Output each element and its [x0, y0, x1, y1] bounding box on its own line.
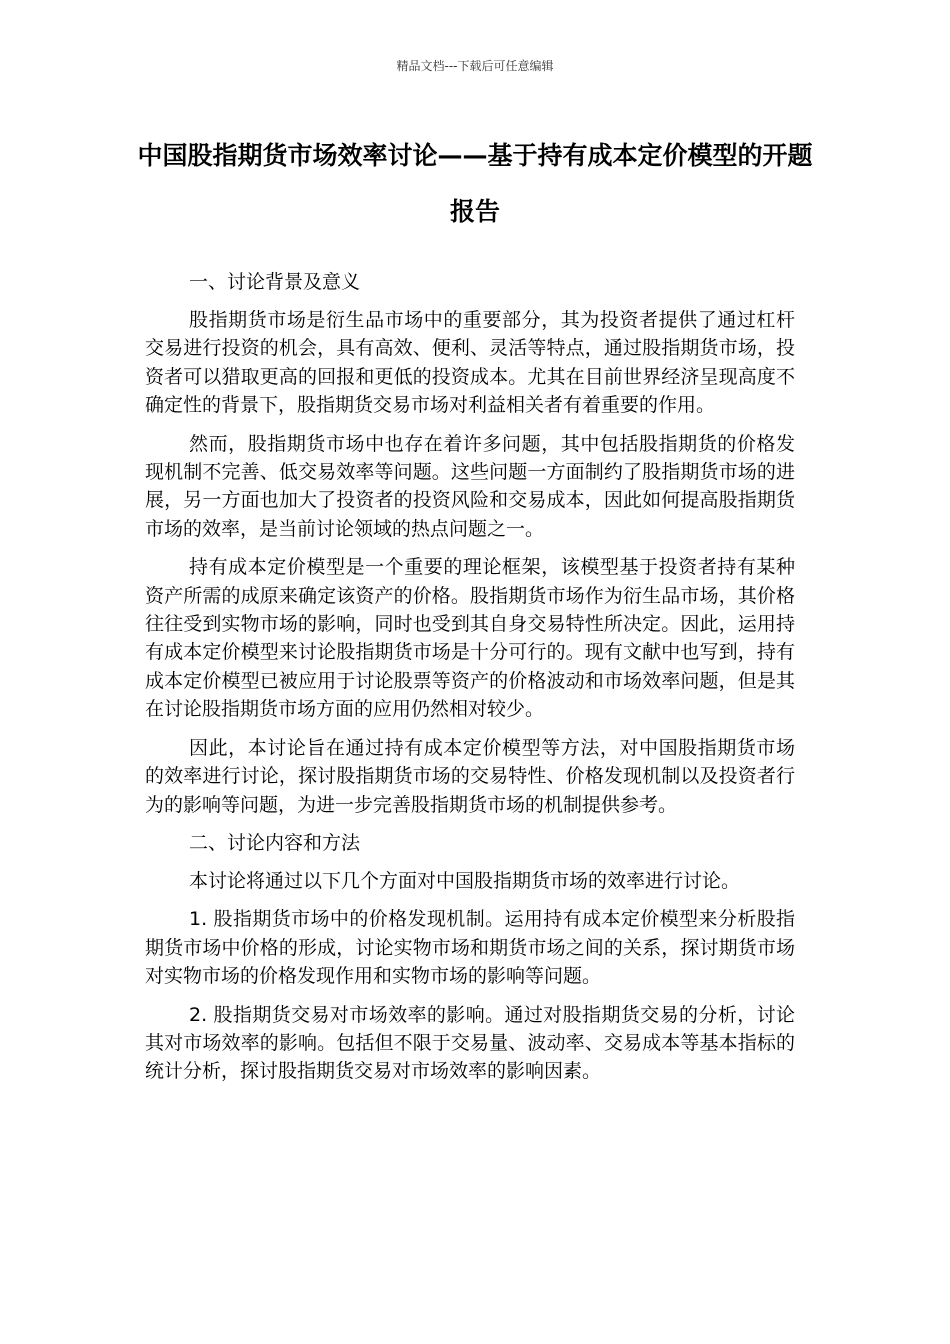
paragraph-research-purpose: 因此，本讨论旨在通过持有成本定价模型等方法，对中国股指期货市场的效率进行讨论，探讨股指期货市场的交易特性、价格发现机制以及投资者行为的影响等问题，为进一步完善股指期货市场的机制提供参考。	[145, 736, 795, 816]
section-heading-content-methods: 二、讨论内容和方法	[189, 831, 361, 854]
paragraph-market-problems: 然而，股指期货市场中也存在着许多问题，其中包括股指期货的价格发现机制不完善、低交易效率等问题。这些问题一方面制约了股指期货市场的进展，另一方面也加大了投资者的投资风险和交易成本，因此如何提高股指期货市场的效率，是当前讨论领域的热点问题之一。	[145, 432, 795, 540]
paragraph-market-overview: 股指期货市场是衍生品市场中的重要部分，其为投资者提供了通过杠杆交易进行投资的机会，具有高效、便利、灵活等特点，通过股指期货市场，投资者可以猎取更高的回报和更低的投资成本。尤其在目前世界经济呈现高度不确定性的背景下，股指期货交易市场对利益相关者有着重要的作用。	[145, 309, 795, 417]
document-body	[145, 268, 795, 1096]
paragraph-cost-of-carry-model: 持有成本定价模型是一个重要的理论框架，该模型基于投资者持有某种资产所需的成原来确定该资产的价格。股指期货市场作为衍生品市场，其价格往往受到实物市场的影响，同时也受到其自身交易特性所决定。因此，运用持有成本定价模型来讨论股指期货市场是十分可行的。现有文献中也写到，持有成本定价模型已被应用于讨论股票等资产的价格波动和市场效率问题，但是其在讨论股指期货市场方面的应用仍然相对较少。	[145, 556, 795, 721]
paragraph-research-intro: 本讨论将通过以下几个方面对中国股指期货市场的效率进行讨论。	[189, 869, 741, 892]
paragraph-trading-efficiency: 2. 股指期货交易对市场效率的影响。通过对股指期货交易的分析，讨论其对市场效率的影响。包括但不限于交易量、波动率、交易成本等基本指标的统计分析，探讨股指期货交易对市场效率的影响因素。	[145, 1003, 795, 1083]
paragraph-price-discovery: 1. 股指期货市场中的价格发现机制。运用持有成本定价模型来分析股指期货市场中价格的形成，讨论实物市场和期货市场之间的关系，探讨期货市场对实物市场的价格发现作用和实物市场的影响等问题。	[145, 908, 795, 988]
section-heading-background: 一、讨论背景及意义	[189, 271, 361, 293]
page-header-watermark: 精品文档---下载后可任意编辑	[396, 59, 554, 73]
document-title: 中国股指期货市场效率讨论——基于持有成本定价模型的开题报告	[137, 141, 813, 226]
